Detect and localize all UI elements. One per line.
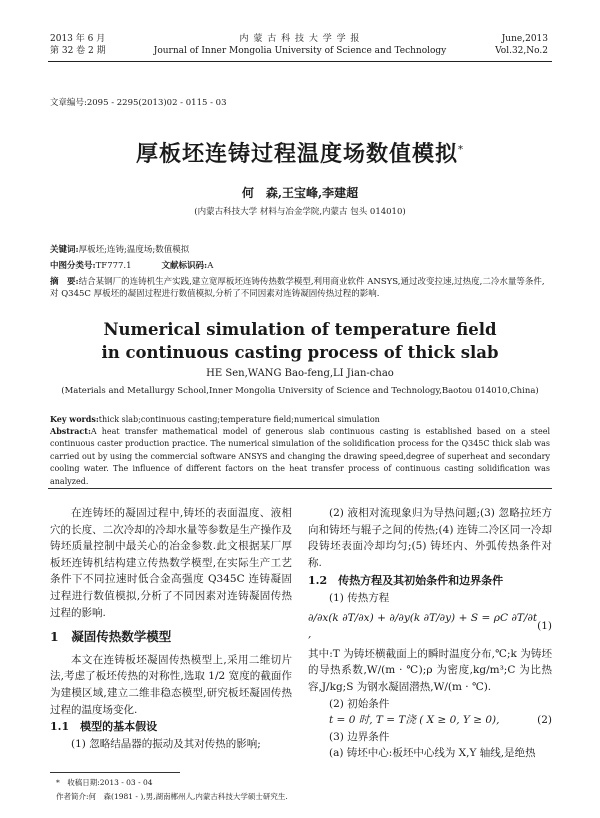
abstract-separator [48, 488, 552, 489]
item-2-label: (2) 初始条件 [329, 697, 390, 710]
equation-1-body: ∂/∂x(k ∂T/∂x) + ∂/∂y(k ∂T/∂y) + S = ρC ∂T/∂t , [308, 611, 538, 641]
title-footnote-mark: * [458, 144, 464, 156]
equation-1 [308, 610, 552, 643]
right-column [308, 505, 552, 762]
classification-line [50, 260, 550, 272]
header-date: 2013 年 6 月 [50, 34, 106, 44]
article-number: 文章编号:2095 - 2295(2013)02 - 0115 - 03 [50, 98, 227, 108]
subsection-1-2-heading: 1.2 传热方程及其初始条件和边界条件 [308, 574, 504, 588]
footnote-received: * 收稿日期:2013 - 03 - 04 [56, 778, 153, 787]
section-1-heading: 1 凝固传热数学模型 [50, 629, 172, 645]
title-en-line2: in continuous casting process of thick slab [101, 343, 499, 362]
authors-zh: 何 森,王宝峰,李建超 [241, 186, 359, 200]
affiliation-en: (Materials and Metallurgy School,Inner Mongolia University of Science and Technology,Baotou 014010,China) [61, 386, 539, 396]
intro-paragraph: 在连铸坯的凝固过程中,铸坯的表面温度、液相穴的长度、二次冷却的冷却水量等参数是生产操作及铸坯质量控制中最关心的冶金参数.此文根据某厂厚板坯连铸机结构建立传热数学模型,在实际生产工艺条件下不同拉速时低合金高强度 Q345C 连铸凝固过程进行数值模拟,分析了不同因素对连铸凝固传热过程的影响. [50, 507, 292, 619]
item-3a: (a) 铸坯中心:板坯中心线为 X,Y 轴线,是绝热 [329, 747, 536, 760]
keywords-en-label: Key words: [50, 414, 99, 424]
equation-1-number: (1) [537, 619, 552, 632]
title-zh [0, 137, 600, 168]
header-center [150, 33, 450, 57]
abstract-en-label: Abstract: [50, 426, 91, 436]
equation-1-explanation: 其中:T 为铸坯横截面上的瞬时温度分布,℃;k 为铸坯的导热系数,W/(m · ℃);ρ 为密度,kg/m³;C 为比热容,J/kg;S 为钢水凝固潜热,W/(m · ℃). [308, 647, 552, 693]
header-volume-en: Vol.32,No.2 [495, 46, 548, 56]
doc-code-label: 文献标识码: [161, 261, 208, 271]
title-en-line1: Numerical simulation of temperature field [103, 320, 497, 339]
equation-2 [308, 712, 552, 729]
header-left [50, 33, 106, 57]
assumptions-continued: (2) 液相对流现象归为导热问题;(3) 忽略拉坯方向和铸坯与辊子之间的传热;(4) 连铸二冷区同一冷却段铸坯表面冷却均匀;(5) 铸坯内、外弧传热条件对称. [308, 507, 552, 569]
abstract-en [50, 425, 550, 488]
abstract-zh-text: 结合某钢厂的连铸机生产实践,建立宽厚板坯连铸传热数学模型,利用商业软件 ANSYS,通过改变拉速,过热度,二冷水量等条件,对 Q345C 厚板坯的凝固过程进行数值模拟,分析了不同因素对连铸凝固传热过程的影响. [50, 277, 545, 299]
equation-2-number: (2) [537, 714, 552, 727]
equation-2-body: t = 0 时, T = T浇 ( X ≥ 0, Y ≥ 0), [329, 714, 500, 727]
doc-code-value: A [207, 261, 214, 271]
title-zh-text: 厚板坯连铸过程温度场数值模拟 [135, 141, 458, 167]
abstract-zh [50, 276, 550, 300]
affiliation-zh: (内蒙古科技大学 材料与冶金学院,内蒙古 包头 014010) [194, 207, 406, 217]
item-3-label: (3) 边界条件 [329, 730, 390, 743]
clc-value: TF777.1 [95, 261, 132, 271]
header-right [495, 33, 548, 57]
header-date-en: June,2013 [501, 34, 548, 44]
subsection-1-1-heading: 1.1 模型的基本假设 [50, 720, 158, 734]
title-en [0, 318, 600, 364]
journal-name-en: Journal of Inner Mongolia University of Science and Technology [153, 46, 447, 56]
clc-label: 中图分类号: [50, 261, 96, 271]
authors-en: HE Sen,WANG Bao-feng,LI Jian-chao [206, 368, 394, 379]
section-1-paragraph: 本文在连铸板坯凝固传热模型上,采用二维切片法,考虑了板坯传热的对称性,选取 1/2 宽度的截面作为建模区域,建立二维非稳态模型,研究板坯凝固传热过程的温度场变化. [50, 653, 292, 716]
assumption-1: (1) 忽略结晶器的振动及其对传热的影响; [71, 737, 261, 750]
footnote-author-bio: 作者简介:何 森(1981 - ),男,湖南郴州人,内蒙古科技大学硕士研究生. [56, 792, 288, 801]
footnote-rule [50, 772, 180, 773]
header-volume: 第 32 卷 2 期 [50, 46, 106, 56]
abstract-zh-label: 摘 要: [50, 277, 79, 287]
journal-name-zh: 内 蒙 古 科 技 大 学 学 报 [239, 34, 361, 44]
abstract-en-text: A heat transfer mathematical model of generous slab continuous casting is established based on a steel continuous caster production practice. The numerical simulation of the solidification process for the Q345C thick slab was carried out by using the commercial software ANSYS and changing the drawing speed,degree of superheat and secondary cooling water. The influence of different factors on the heat transfer process of continuous casting solidification was analyzed. [50, 427, 550, 486]
keywords-zh-text: 厚板坯;连铸;温度场;数值模拟 [78, 245, 190, 255]
keywords-zh [50, 244, 550, 256]
keywords-en-text: thick slab;continuous casting;temperature field;numerical simulation [98, 415, 380, 424]
keywords-zh-label: 关键词: [50, 245, 79, 255]
item-1-label: (1) 传热方程 [329, 591, 390, 604]
left-column [50, 505, 292, 752]
header-rule [48, 61, 552, 62]
